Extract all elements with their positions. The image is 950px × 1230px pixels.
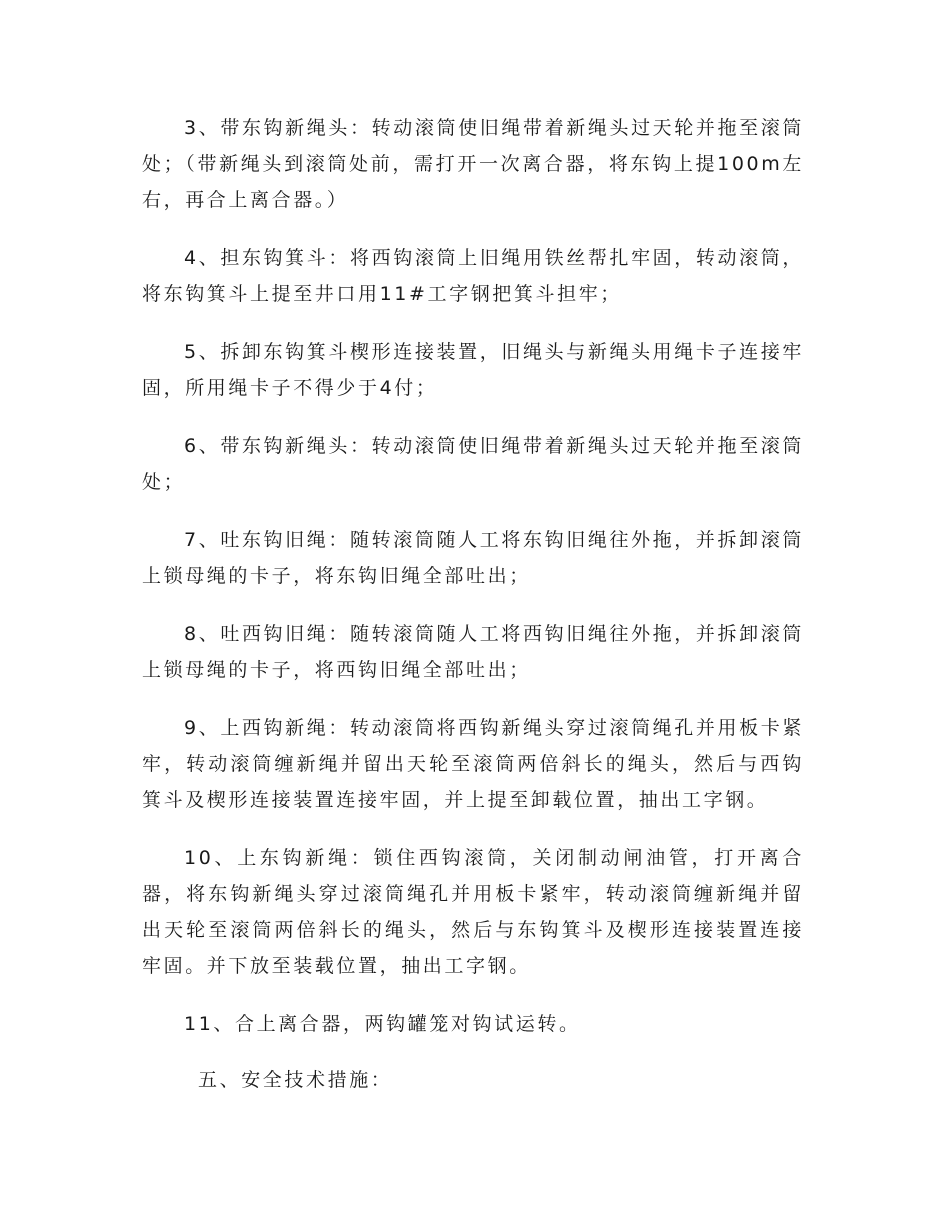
section-heading: 五、安全技术措施： xyxy=(198,1069,393,1091)
paragraph-step-7: 7、吐东钩旧绳：随转滚筒随人工将东钩旧绳往外拖，并拆卸滚筒上锁母绳的卡子，将东钩旧绳全部吐出； xyxy=(142,529,804,587)
paragraph-step-5: 5、拆卸东钩箕斗楔形连接装置，旧绳头与新绳头用绳卡子连接牢固，所用绳卡子不得少于4付； xyxy=(142,341,804,399)
paragraph-step-11: 11、合上离合器，两钩罐笼对钩试运转。 xyxy=(184,1013,581,1035)
paragraph-step-6: 6、带东钩新绳头：转动滚筒使旧绳带着新绳头过天轮并拖至滚筒处； xyxy=(142,435,804,493)
paragraph-step-10: 10、上东钩新绳：锁住西钩滚筒，关闭制动闸油管，打开离合器，将东钩新绳头穿过滚筒绳孔并用板卡紧牢，转动滚筒缠新绳并留出天轮至滚筒两倍斜长的绳头，然后与东钩箕斗及楔形连接装置连接牢固。并下放至装载位置，抽出工字钢。 xyxy=(142,847,804,977)
paragraph-step-8: 8、吐西钩旧绳：随转滚筒随人工将西钩旧绳往外拖，并拆卸滚筒上锁母绳的卡子，将西钩旧绳全部吐出； xyxy=(142,623,804,681)
paragraph-step-3: 3、带东钩新绳头：转动滚筒使旧绳带着新绳头过天轮并拖至滚筒处；（带新绳头到滚筒处前，需打开一次离合器，将东钩上提100m左右，再合上离合器。） xyxy=(142,117,804,211)
paragraph-step-4: 4、担东钩箕斗：将西钩滚筒上旧绳用铁丝帮扎牢固，转动滚筒，将东钩箕斗上提至井口用11#工字钢把箕斗担牢； xyxy=(142,247,804,305)
paragraph-step-9: 9、上西钩新绳：转动滚筒将西钩新绳头穿过滚筒绳孔并用板卡紧牢，转动滚筒缠新绳并留出天轮至滚筒两倍斜长的绳头，然后与西钩箕斗及楔形连接装置连接牢固，并上提至卸载位置，抽出工字钢。 xyxy=(142,717,804,811)
document-body xyxy=(142,110,804,1098)
